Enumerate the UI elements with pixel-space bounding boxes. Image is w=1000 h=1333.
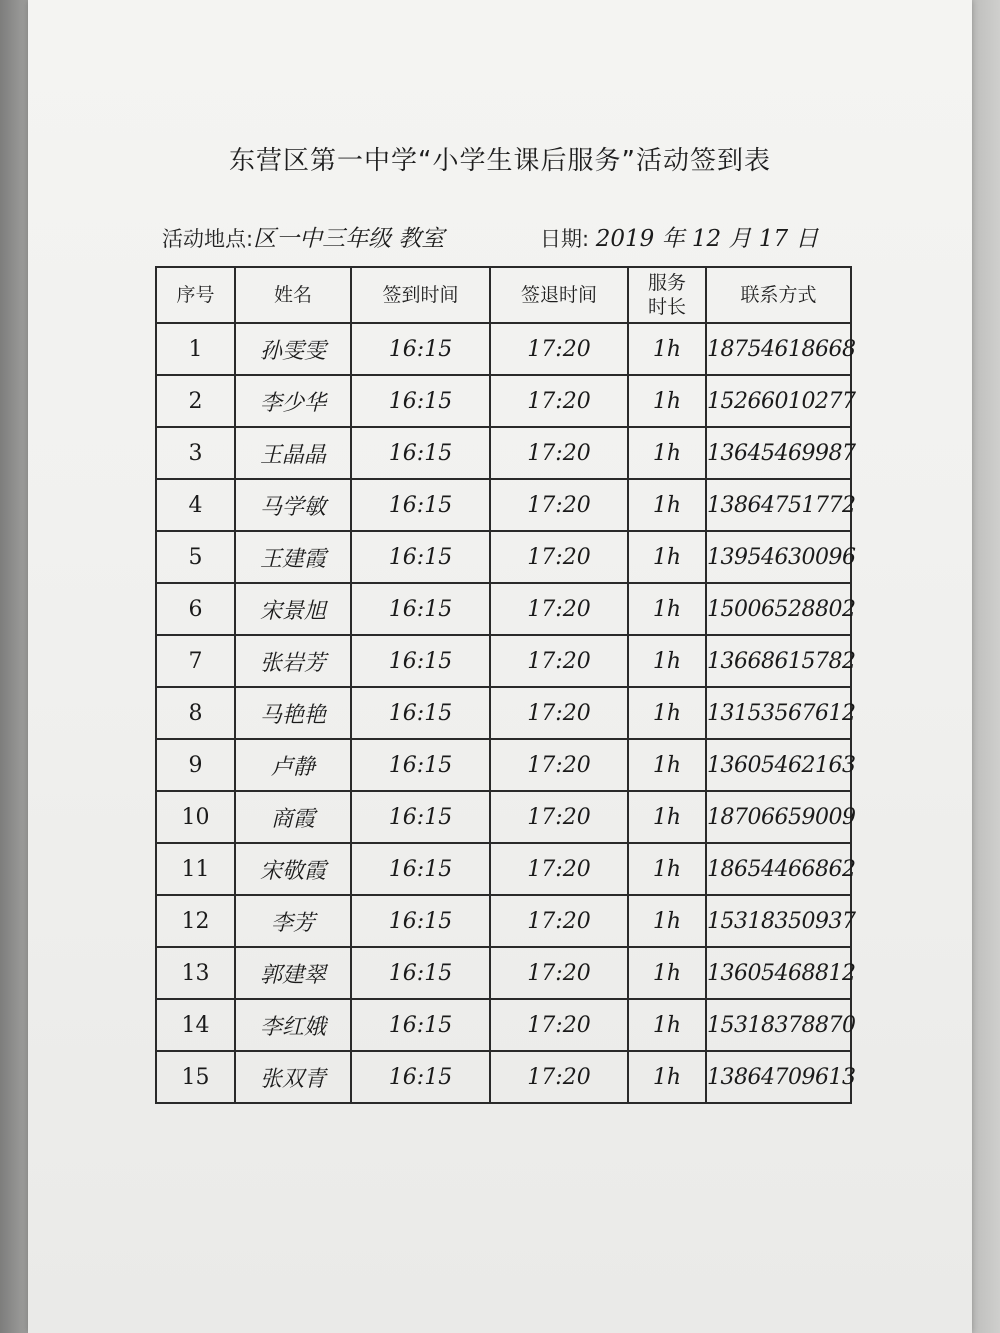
row-index: 12: [156, 895, 235, 947]
venue-value: 区一中三年级 教室: [253, 226, 445, 252]
row-name: 宋敬霞: [235, 843, 351, 895]
date-value: 2019 年 12 月 17 日: [595, 226, 819, 252]
row-index: 15: [156, 1051, 235, 1103]
row-name: 张双青: [235, 1051, 351, 1103]
row-name: 马学敏: [235, 479, 351, 531]
table-row: [156, 479, 851, 531]
header-name: 姓名: [235, 267, 351, 323]
row-duration: 1h: [628, 739, 706, 791]
table-row: [156, 843, 851, 895]
row-name: 商霞: [235, 791, 351, 843]
row-duration: 1h: [628, 635, 706, 687]
row-name: 李少华: [235, 375, 351, 427]
row-name: 李芳: [235, 895, 351, 947]
row-contact: 13864751772: [706, 479, 851, 531]
row-contact: 18654466862: [706, 843, 851, 895]
header-duration: [628, 267, 706, 323]
table-row: [156, 739, 851, 791]
row-index: 7: [156, 635, 235, 687]
row-checkout: 17:20: [490, 791, 628, 843]
row-contact: 13605468812: [706, 947, 851, 999]
row-contact: 13605462163: [706, 739, 851, 791]
header-checkin: 签到时间: [351, 267, 490, 323]
row-checkin: 16:15: [351, 427, 490, 479]
table-row: [156, 583, 851, 635]
row-checkin: 16:15: [351, 1051, 490, 1103]
row-index: 11: [156, 843, 235, 895]
table-row: [156, 531, 851, 583]
row-checkin: 16:15: [351, 999, 490, 1051]
row-checkin: 16:15: [351, 739, 490, 791]
table-row: [156, 791, 851, 843]
row-checkout: 17:20: [490, 739, 628, 791]
date-line: [540, 220, 818, 253]
row-checkin: 16:15: [351, 635, 490, 687]
row-checkout: 17:20: [490, 843, 628, 895]
row-contact: 13645469987: [706, 427, 851, 479]
row-contact: 13864709613: [706, 1051, 851, 1103]
row-checkout: 17:20: [490, 635, 628, 687]
row-name: 孙雯雯: [235, 323, 351, 375]
header-index: 序号: [156, 267, 235, 323]
row-checkin: 16:15: [351, 895, 490, 947]
document-title: 东营区第一中学“小学生课后服务”活动签到表: [229, 146, 771, 176]
row-checkin: 16:15: [351, 583, 490, 635]
table-row: [156, 999, 851, 1051]
row-checkin: 16:15: [351, 323, 490, 375]
row-duration: 1h: [628, 1051, 706, 1103]
venue-line: [162, 220, 444, 253]
table-header-row: [156, 267, 851, 323]
row-checkin: 16:15: [351, 479, 490, 531]
table-body: [156, 323, 856, 1103]
row-contact: 13153567612: [706, 687, 851, 739]
row-checkout: 17:20: [490, 583, 628, 635]
row-checkout: 17:20: [490, 427, 628, 479]
row-checkin: 16:15: [351, 947, 490, 999]
row-index: 3: [156, 427, 235, 479]
row-index: 9: [156, 739, 235, 791]
row-name: 卢静: [235, 739, 351, 791]
row-duration: 1h: [628, 843, 706, 895]
table-row: [156, 323, 851, 375]
row-duration: 1h: [628, 947, 706, 999]
row-checkout: 17:20: [490, 999, 628, 1051]
row-checkin: 16:15: [351, 375, 490, 427]
row-duration: 1h: [628, 583, 706, 635]
row-checkout: 17:20: [490, 895, 628, 947]
row-index: 14: [156, 999, 235, 1051]
venue-label: 活动地点:: [162, 227, 254, 251]
row-contact: 15006528802: [706, 583, 851, 635]
row-checkout: 17:20: [490, 1051, 628, 1103]
row-index: 8: [156, 687, 235, 739]
row-duration: 1h: [628, 791, 706, 843]
table-row: [156, 427, 851, 479]
table-row: [156, 687, 851, 739]
row-index: 10: [156, 791, 235, 843]
table-row: [156, 895, 851, 947]
row-checkout: 17:20: [490, 531, 628, 583]
row-checkout: 17:20: [490, 323, 628, 375]
row-index: 2: [156, 375, 235, 427]
table-row: [156, 947, 851, 999]
row-checkin: 16:15: [351, 531, 490, 583]
table-row: [156, 635, 851, 687]
row-name: 王晶晶: [235, 427, 351, 479]
row-index: 6: [156, 583, 235, 635]
row-duration: 1h: [628, 531, 706, 583]
row-contact: 15318378870: [706, 999, 851, 1051]
row-duration: 1h: [628, 427, 706, 479]
row-name: 李红娥: [235, 999, 351, 1051]
row-name: 郭建翠: [235, 947, 351, 999]
row-checkin: 16:15: [351, 843, 490, 895]
table-row: [156, 375, 851, 427]
table-row: [156, 1051, 851, 1103]
row-name: 张岩芳: [235, 635, 351, 687]
row-index: 5: [156, 531, 235, 583]
row-duration: 1h: [628, 999, 706, 1051]
row-contact: 13668615782: [706, 635, 851, 687]
header-duration-label: 服务时长: [647, 272, 686, 318]
row-contact: 18754618668: [706, 323, 851, 375]
row-checkout: 17:20: [490, 479, 628, 531]
row-name: 马艳艳: [235, 687, 351, 739]
row-checkin: 16:15: [351, 687, 490, 739]
row-duration: 1h: [628, 375, 706, 427]
row-duration: 1h: [628, 895, 706, 947]
row-name: 宋景旭: [235, 583, 351, 635]
background-left: [0, 0, 30, 1333]
row-checkout: 17:20: [490, 375, 628, 427]
row-index: 4: [156, 479, 235, 531]
date-label: 日期:: [540, 227, 590, 251]
row-index: 1: [156, 323, 235, 375]
row-duration: 1h: [628, 687, 706, 739]
header-checkout: 签退时间: [490, 267, 628, 323]
signin-table: [155, 266, 856, 1104]
row-checkin: 16:15: [351, 791, 490, 843]
row-contact: 13954630096: [706, 531, 851, 583]
row-duration: 1h: [628, 323, 706, 375]
row-contact: 15266010277: [706, 375, 851, 427]
row-duration: 1h: [628, 479, 706, 531]
row-index: 13: [156, 947, 235, 999]
row-name: 王建霞: [235, 531, 351, 583]
row-contact: 18706659009: [706, 791, 851, 843]
row-checkout: 17:20: [490, 687, 628, 739]
header-contact: 联系方式: [706, 267, 851, 323]
row-checkout: 17:20: [490, 947, 628, 999]
row-contact: 15318350937: [706, 895, 851, 947]
